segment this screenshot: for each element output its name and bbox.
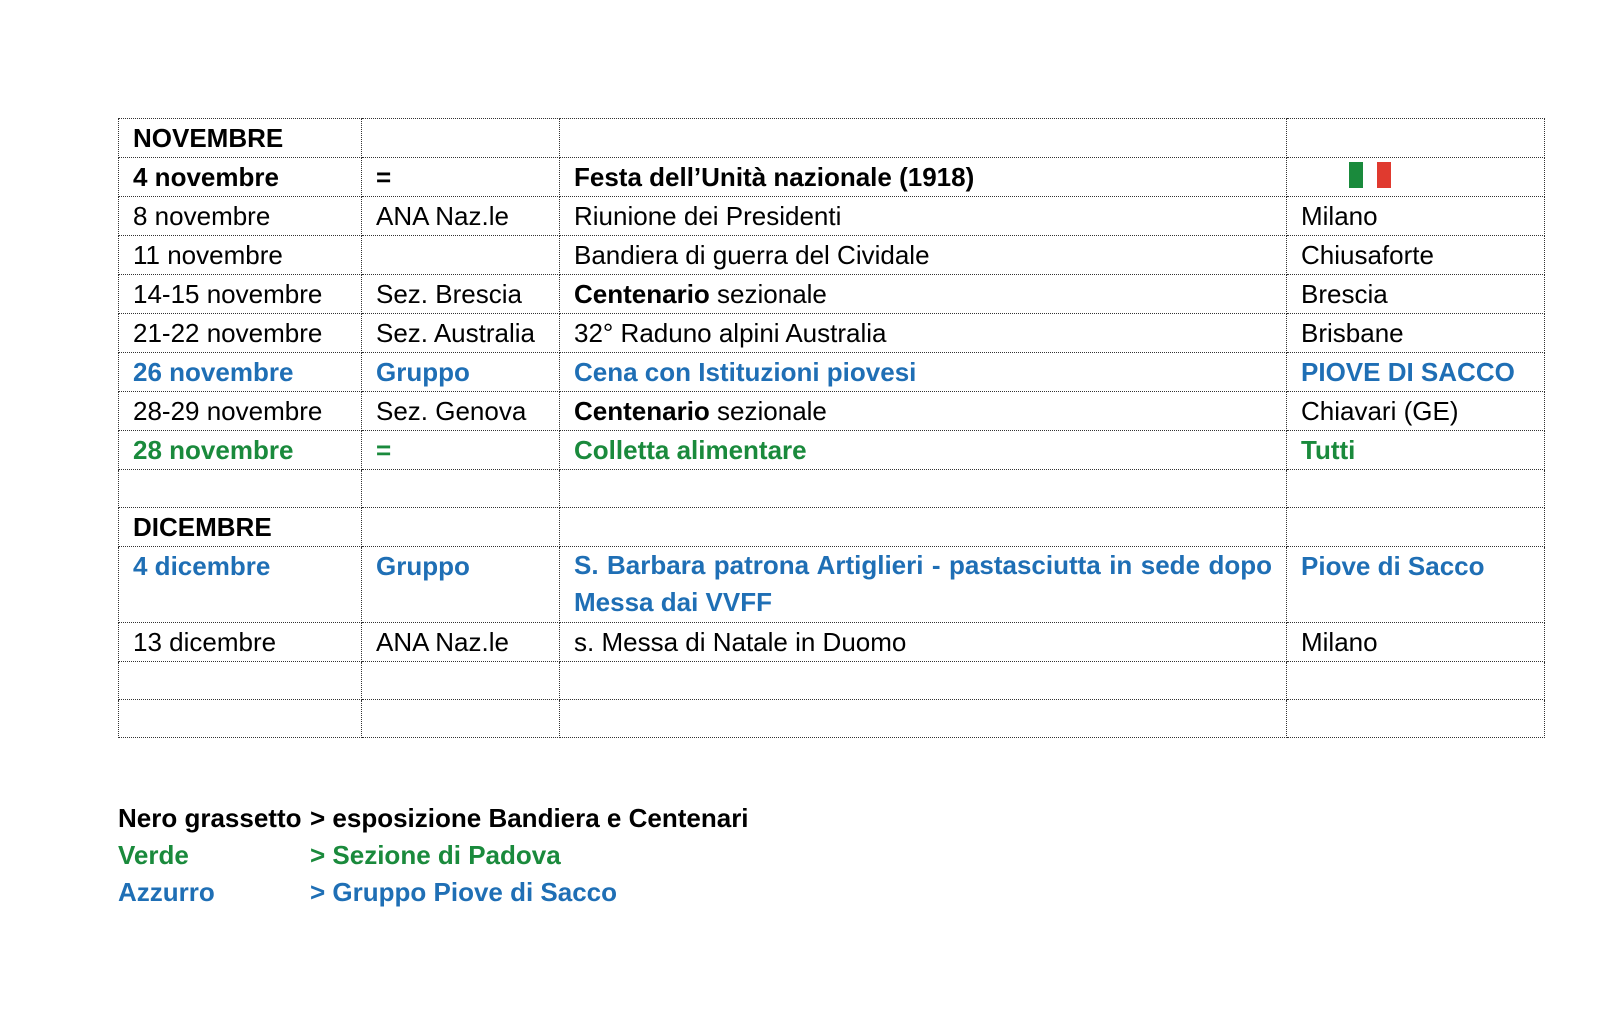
table-row — [119, 119, 1545, 158]
place-cell — [1287, 700, 1545, 738]
date-cell: 4 dicembre — [119, 547, 362, 623]
org-cell — [362, 119, 560, 158]
date-cell: 13 dicembre — [119, 623, 362, 662]
place-cell: Chiavari (GE) — [1287, 392, 1545, 431]
org-cell: ANA Naz.le — [362, 623, 560, 662]
org-cell — [362, 700, 560, 738]
org-cell: Gruppo — [362, 547, 560, 623]
org-cell: Sez. Australia — [362, 314, 560, 353]
org-cell: = — [362, 158, 560, 197]
org-cell: Sez. Brescia — [362, 275, 560, 314]
event-cell: Riunione dei Presidenti — [560, 197, 1287, 236]
event-text: sezionale — [709, 279, 827, 309]
event-text: sezionale — [709, 396, 827, 426]
place-cell — [1287, 470, 1545, 508]
place-cell: Brescia — [1287, 275, 1545, 314]
table-row — [119, 158, 1545, 197]
date-cell: 11 novembre — [119, 236, 362, 275]
date-cell — [119, 470, 362, 508]
place-cell: Milano — [1287, 623, 1545, 662]
place-cell — [1287, 119, 1545, 158]
event-cell — [560, 508, 1287, 547]
org-cell: Gruppo — [362, 353, 560, 392]
event-cell: Colletta alimentare — [560, 431, 1287, 470]
date-cell: 21-22 novembre — [119, 314, 362, 353]
event-cell — [560, 470, 1287, 508]
date-cell — [119, 662, 362, 700]
legend-row-blue — [118, 874, 749, 911]
date-cell: 8 novembre — [119, 197, 362, 236]
table-row — [119, 700, 1545, 738]
table-row — [119, 508, 1545, 547]
event-cell: Bandiera di guerra del Cividale — [560, 236, 1287, 275]
date-cell: 26 novembre — [119, 353, 362, 392]
place-cell — [1287, 508, 1545, 547]
table-row — [119, 353, 1545, 392]
place-cell: Chiusaforte — [1287, 236, 1545, 275]
table-row — [119, 662, 1545, 700]
italian-flag-icon — [1349, 162, 1393, 188]
color-legend — [118, 800, 749, 911]
event-bold-text: Centenario — [574, 396, 710, 426]
table-row — [119, 431, 1545, 470]
table-row — [119, 236, 1545, 275]
legend-key: Verde — [118, 840, 189, 870]
table-row — [119, 314, 1545, 353]
org-cell — [362, 470, 560, 508]
event-cell: S. Barbara patrona Artiglieri - pastasciutta in sede dopo Messa dai VVFF — [560, 547, 1287, 623]
org-cell: = — [362, 431, 560, 470]
table-row — [119, 547, 1545, 623]
legend-key: Azzurro — [118, 877, 215, 907]
table-row — [119, 470, 1545, 508]
place-cell: Tutti — [1287, 431, 1545, 470]
place-cell: Milano — [1287, 197, 1545, 236]
event-cell: Cena con Istituzioni piovesi — [560, 353, 1287, 392]
month-header-dicembre: DICEMBRE — [119, 508, 362, 547]
legend-row-green — [118, 837, 749, 874]
legend-value: > esposizione Bandiera e Centenari — [310, 803, 749, 833]
org-cell — [362, 508, 560, 547]
event-cell: Festa dell’Unità nazionale (1918) — [560, 158, 1287, 197]
place-cell — [1287, 662, 1545, 700]
event-cell: 32° Raduno alpini Australia — [560, 314, 1287, 353]
month-header-novembre: NOVEMBRE — [119, 119, 362, 158]
place-cell: Piove di Sacco — [1287, 547, 1545, 623]
table-row — [119, 623, 1545, 662]
event-cell — [560, 700, 1287, 738]
events-table — [118, 118, 1545, 738]
event-cell — [560, 662, 1287, 700]
legend-row-bold — [118, 800, 749, 837]
org-cell: Sez. Genova — [362, 392, 560, 431]
place-cell: Brisbane — [1287, 314, 1545, 353]
date-cell: 4 novembre — [119, 158, 362, 197]
event-cell — [560, 275, 1287, 314]
legend-value: > Gruppo Piove di Sacco — [310, 877, 618, 907]
legend-key: Nero grassetto — [118, 803, 302, 833]
date-cell: 28-29 novembre — [119, 392, 362, 431]
date-cell: 28 novembre — [119, 431, 362, 470]
org-cell: ANA Naz.le — [362, 197, 560, 236]
date-cell — [119, 700, 362, 738]
table-row — [119, 275, 1545, 314]
event-bold-text: Centenario — [574, 279, 710, 309]
place-cell — [1287, 158, 1545, 197]
table-row — [119, 197, 1545, 236]
org-cell — [362, 662, 560, 700]
place-cell: PIOVE DI SACCO — [1287, 353, 1545, 392]
event-cell — [560, 392, 1287, 431]
event-cell — [560, 119, 1287, 158]
table-row — [119, 392, 1545, 431]
event-cell: s. Messa di Natale in Duomo — [560, 623, 1287, 662]
date-cell: 14-15 novembre — [119, 275, 362, 314]
legend-value: > Sezione di Padova — [310, 840, 561, 870]
org-cell — [362, 236, 560, 275]
